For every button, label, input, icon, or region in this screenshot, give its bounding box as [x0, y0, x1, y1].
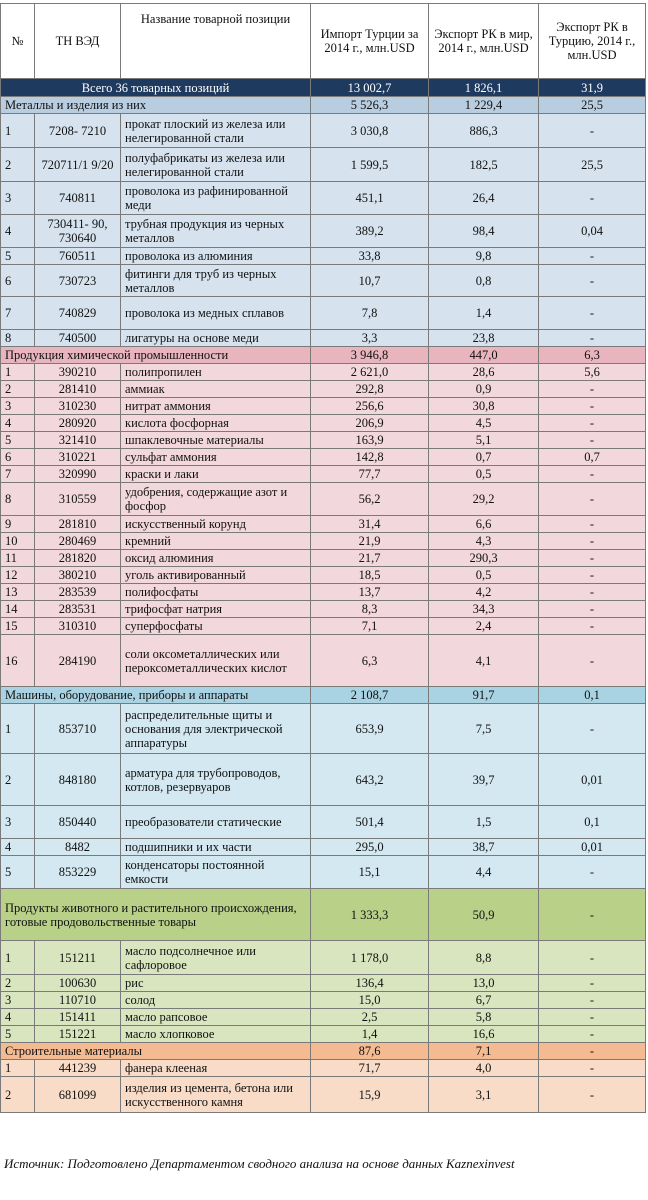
row-number: 5 [1, 432, 35, 449]
row-name: проволока из медных сплавов [121, 297, 311, 330]
row-export-world: 1,5 [429, 806, 539, 839]
table-row [1, 182, 646, 215]
row-import: 451,1 [311, 182, 429, 215]
row-import: 15,9 [311, 1077, 429, 1113]
row-code: 281810 [35, 516, 121, 533]
table-row [1, 1077, 646, 1113]
row-export-turkey: 0,1 [539, 806, 646, 839]
row-name: искусственный корунд [121, 516, 311, 533]
header-name: Название товарной позиции [121, 4, 311, 79]
row-code: 720711/1 9/20 [35, 148, 121, 182]
row-name: рис [121, 975, 311, 992]
row-number: 6 [1, 265, 35, 297]
table-row [1, 516, 646, 533]
row-import: 501,4 [311, 806, 429, 839]
row-export-turkey: - [539, 975, 646, 992]
row-code: 310310 [35, 618, 121, 635]
row-export-turkey: - [539, 550, 646, 567]
row-name: нитрат аммония [121, 398, 311, 415]
row-import: 56,2 [311, 483, 429, 516]
row-import: 2 621,0 [311, 364, 429, 381]
total-row [1, 79, 646, 97]
row-number: 2 [1, 148, 35, 182]
row-import: 13,7 [311, 584, 429, 601]
row-export-world: 4,2 [429, 584, 539, 601]
total-label: Всего 36 товарных позиций [1, 79, 311, 97]
section-title: Продукция химической промышленности [1, 347, 311, 364]
row-code: 681099 [35, 1077, 121, 1113]
row-export-turkey: 0,7 [539, 449, 646, 466]
row-export-world: 38,7 [429, 839, 539, 856]
table-row [1, 449, 646, 466]
table-row [1, 618, 646, 635]
row-name: полипропилен [121, 364, 311, 381]
row-export-turkey: - [539, 516, 646, 533]
row-import: 15,0 [311, 992, 429, 1009]
row-export-world: 23,8 [429, 330, 539, 347]
row-export-world: 1,4 [429, 297, 539, 330]
table-row [1, 704, 646, 754]
section-row-mach [1, 687, 646, 704]
row-export-world: 4,4 [429, 856, 539, 889]
table-row [1, 839, 646, 856]
row-import: 142,8 [311, 449, 429, 466]
row-name: распределительные щиты и основания для электрической аппаратуры [121, 704, 311, 754]
section-export-turkey: - [539, 889, 646, 941]
table-row [1, 584, 646, 601]
row-name: шпаклевочные материалы [121, 432, 311, 449]
row-code: 441239 [35, 1060, 121, 1077]
row-export-world: 6,7 [429, 992, 539, 1009]
row-export-world: 34,3 [429, 601, 539, 618]
section-export-world: 91,7 [429, 687, 539, 704]
row-code: 281410 [35, 381, 121, 398]
row-export-turkey: - [539, 533, 646, 550]
row-export-turkey: - [539, 381, 646, 398]
table-row [1, 415, 646, 432]
table-row [1, 483, 646, 516]
table-row [1, 992, 646, 1009]
row-name: уголь активированный [121, 567, 311, 584]
row-number: 7 [1, 466, 35, 483]
row-export-world: 0,9 [429, 381, 539, 398]
section-import: 2 108,7 [311, 687, 429, 704]
table-row [1, 975, 646, 992]
row-number: 15 [1, 618, 35, 635]
row-code: 390210 [35, 364, 121, 381]
row-export-world: 16,6 [429, 1026, 539, 1043]
total-export-turkey: 31,9 [539, 79, 646, 97]
table-row [1, 567, 646, 584]
row-number: 11 [1, 550, 35, 567]
section-export-world: 7,1 [429, 1043, 539, 1060]
row-name: сульфат аммония [121, 449, 311, 466]
row-code: 730411- 90, 730640 [35, 215, 121, 248]
table-row [1, 550, 646, 567]
header-export-world: Экспорт РК в мир, 2014 г., млн.USD [429, 4, 539, 79]
row-name: оксид алюминия [121, 550, 311, 567]
row-export-world: 5,1 [429, 432, 539, 449]
row-export-world: 3,1 [429, 1077, 539, 1113]
row-export-world: 5,8 [429, 1009, 539, 1026]
row-number: 13 [1, 584, 35, 601]
row-name: удобрения, содержащие азот и фосфор [121, 483, 311, 516]
row-number: 8 [1, 330, 35, 347]
section-export-world: 1 229,4 [429, 97, 539, 114]
section-import: 1 333,3 [311, 889, 429, 941]
row-number: 3 [1, 398, 35, 415]
row-name: преобразователи статические [121, 806, 311, 839]
row-export-turkey: - [539, 1060, 646, 1077]
row-import: 1 178,0 [311, 941, 429, 975]
row-code: 280920 [35, 415, 121, 432]
row-code: 740811 [35, 182, 121, 215]
row-name: конденсаторы постоянной емкости [121, 856, 311, 889]
row-code: 151211 [35, 941, 121, 975]
row-code: 320990 [35, 466, 121, 483]
row-number: 1 [1, 941, 35, 975]
row-export-world: 886,3 [429, 114, 539, 148]
row-export-turkey: - [539, 584, 646, 601]
row-number: 4 [1, 839, 35, 856]
table-row [1, 330, 646, 347]
row-export-world: 0,7 [429, 449, 539, 466]
header-code: ТН ВЭД [35, 4, 121, 79]
header-export-turkey: Экспорт РК в Турцию, 2014 г., млн.USD [539, 4, 646, 79]
section-title: Строительные материалы [1, 1043, 311, 1060]
row-export-turkey: 0,01 [539, 754, 646, 806]
total-export-world: 1 826,1 [429, 79, 539, 97]
row-code: 280469 [35, 533, 121, 550]
row-export-world: 4,3 [429, 533, 539, 550]
row-code: 850440 [35, 806, 121, 839]
row-number: 2 [1, 381, 35, 398]
row-code: 151411 [35, 1009, 121, 1026]
table-row [1, 856, 646, 889]
section-row-metals [1, 97, 646, 114]
row-export-turkey: - [539, 856, 646, 889]
row-number: 10 [1, 533, 35, 550]
row-export-world: 9,8 [429, 248, 539, 265]
row-name: прокат плоский из железа или нелегированной стали [121, 114, 311, 148]
row-import: 15,1 [311, 856, 429, 889]
row-import: 643,2 [311, 754, 429, 806]
row-name: подшипники и их части [121, 839, 311, 856]
row-code: 321410 [35, 432, 121, 449]
row-code: 853229 [35, 856, 121, 889]
table-row [1, 941, 646, 975]
row-import: 2,5 [311, 1009, 429, 1026]
row-number: 1 [1, 704, 35, 754]
row-name: фанера клееная [121, 1060, 311, 1077]
row-export-turkey: - [539, 415, 646, 432]
row-import: 7,8 [311, 297, 429, 330]
row-export-turkey: 0,01 [539, 839, 646, 856]
section-export-turkey: 25,5 [539, 97, 646, 114]
row-export-world: 4,0 [429, 1060, 539, 1077]
header-no: № [1, 4, 35, 79]
row-name: суперфосфаты [121, 618, 311, 635]
row-export-world: 0,5 [429, 567, 539, 584]
table-row [1, 601, 646, 618]
row-code: 853710 [35, 704, 121, 754]
section-title: Машины, оборудование, приборы и аппараты [1, 687, 311, 704]
row-name: лигатуры на основе меди [121, 330, 311, 347]
row-export-world: 26,4 [429, 182, 539, 215]
row-export-turkey: - [539, 618, 646, 635]
table-row [1, 635, 646, 687]
row-import: 389,2 [311, 215, 429, 248]
table-row [1, 364, 646, 381]
row-number: 5 [1, 1026, 35, 1043]
row-number: 3 [1, 806, 35, 839]
row-export-world: 4,1 [429, 635, 539, 687]
table-row [1, 754, 646, 806]
row-name: арматура для трубопроводов, котлов, резервуаров [121, 754, 311, 806]
row-number: 16 [1, 635, 35, 687]
row-export-world: 98,4 [429, 215, 539, 248]
row-name: масло хлопковое [121, 1026, 311, 1043]
section-import: 5 526,3 [311, 97, 429, 114]
row-number: 8 [1, 483, 35, 516]
section-export-turkey: - [539, 1043, 646, 1060]
row-export-turkey: 25,5 [539, 148, 646, 182]
row-code: 283531 [35, 601, 121, 618]
row-import: 77,7 [311, 466, 429, 483]
row-export-turkey: - [539, 601, 646, 618]
row-export-world: 13,0 [429, 975, 539, 992]
row-import: 163,9 [311, 432, 429, 449]
section-export-world: 447,0 [429, 347, 539, 364]
row-import: 1,4 [311, 1026, 429, 1043]
section-export-turkey: 6,3 [539, 347, 646, 364]
row-code: 284190 [35, 635, 121, 687]
row-number: 2 [1, 754, 35, 806]
row-export-world: 6,6 [429, 516, 539, 533]
row-export-turkey: - [539, 114, 646, 148]
row-export-turkey: - [539, 248, 646, 265]
row-number: 6 [1, 449, 35, 466]
row-import: 295,0 [311, 839, 429, 856]
row-export-turkey: - [539, 466, 646, 483]
row-number: 5 [1, 248, 35, 265]
table-row [1, 381, 646, 398]
section-export-world: 50,9 [429, 889, 539, 941]
table-row [1, 114, 646, 148]
row-import: 6,3 [311, 635, 429, 687]
row-export-turkey: - [539, 704, 646, 754]
row-code: 151221 [35, 1026, 121, 1043]
row-export-turkey: - [539, 182, 646, 215]
row-export-turkey: - [539, 635, 646, 687]
row-number: 4 [1, 1009, 35, 1026]
row-export-world: 290,3 [429, 550, 539, 567]
row-code: 100630 [35, 975, 121, 992]
table-row [1, 466, 646, 483]
row-number: 4 [1, 215, 35, 248]
row-number: 9 [1, 516, 35, 533]
row-name: масло подсолнечное или сафлоровое [121, 941, 311, 975]
row-import: 3 030,8 [311, 114, 429, 148]
row-name: соли оксометаллических или пероксометаллических кислот [121, 635, 311, 687]
row-name: полифосфаты [121, 584, 311, 601]
row-name: изделия из цемента, бетона или искусственного камня [121, 1077, 311, 1113]
row-export-turkey: 5,6 [539, 364, 646, 381]
row-number: 2 [1, 975, 35, 992]
table-row [1, 248, 646, 265]
row-import: 3,3 [311, 330, 429, 347]
table-row [1, 1060, 646, 1077]
row-code: 110710 [35, 992, 121, 1009]
section-row-food [1, 889, 646, 941]
row-name: кислота фосфорная [121, 415, 311, 432]
table-row [1, 806, 646, 839]
row-import: 21,9 [311, 533, 429, 550]
table-row [1, 398, 646, 415]
row-number: 1 [1, 364, 35, 381]
section-export-turkey: 0,1 [539, 687, 646, 704]
row-number: 12 [1, 567, 35, 584]
section-row-chem [1, 347, 646, 364]
table-row [1, 533, 646, 550]
row-export-turkey: - [539, 941, 646, 975]
row-export-turkey: - [539, 330, 646, 347]
row-name: кремний [121, 533, 311, 550]
row-export-world: 4,5 [429, 415, 539, 432]
row-export-turkey: - [539, 265, 646, 297]
row-import: 653,9 [311, 704, 429, 754]
row-import: 292,8 [311, 381, 429, 398]
row-export-turkey: - [539, 297, 646, 330]
row-code: 740500 [35, 330, 121, 347]
row-export-turkey: - [539, 1077, 646, 1113]
row-export-world: 182,5 [429, 148, 539, 182]
row-export-turkey: - [539, 1026, 646, 1043]
header-import: Импорт Турции за 2014 г., млн.USD [311, 4, 429, 79]
row-name: солод [121, 992, 311, 1009]
row-code: 310230 [35, 398, 121, 415]
row-number: 3 [1, 992, 35, 1009]
source-note: Источник: Подготовлено Департаментом сводного анализа на основе данных Kaznexinvest [4, 1156, 515, 1171]
row-import: 8,3 [311, 601, 429, 618]
row-export-turkey: - [539, 432, 646, 449]
row-number: 14 [1, 601, 35, 618]
row-export-turkey: - [539, 567, 646, 584]
row-code: 281820 [35, 550, 121, 567]
section-title: Продукты животного и растительного происхождения, готовые продовольственные товары [1, 889, 311, 941]
row-number: 1 [1, 114, 35, 148]
row-number: 1 [1, 1060, 35, 1077]
row-number: 3 [1, 182, 35, 215]
row-code: 7208- 7210 [35, 114, 121, 148]
row-export-world: 39,7 [429, 754, 539, 806]
total-import: 13 002,7 [311, 79, 429, 97]
row-code: 8482 [35, 839, 121, 856]
row-number: 2 [1, 1077, 35, 1113]
trade-table [0, 3, 646, 1113]
row-name: масло рапсовое [121, 1009, 311, 1026]
row-export-world: 8,8 [429, 941, 539, 975]
table-row [1, 297, 646, 330]
row-code: 740829 [35, 297, 121, 330]
table-row [1, 1026, 646, 1043]
row-code: 730723 [35, 265, 121, 297]
row-name: трифосфат натрия [121, 601, 311, 618]
table-header [1, 4, 646, 79]
row-code: 310559 [35, 483, 121, 516]
row-name: краски и лаки [121, 466, 311, 483]
row-export-world: 0,5 [429, 466, 539, 483]
row-name: фитинги для труб из черных металлов [121, 265, 311, 297]
row-code: 310221 [35, 449, 121, 466]
row-export-world: 28,6 [429, 364, 539, 381]
row-import: 7,1 [311, 618, 429, 635]
row-export-world: 29,2 [429, 483, 539, 516]
section-row-build [1, 1043, 646, 1060]
row-import: 71,7 [311, 1060, 429, 1077]
row-name: проволока из рафинированной меди [121, 182, 311, 215]
row-import: 1 599,5 [311, 148, 429, 182]
table-row [1, 1009, 646, 1026]
row-import: 136,4 [311, 975, 429, 992]
row-export-turkey: - [539, 483, 646, 516]
row-code: 283539 [35, 584, 121, 601]
row-name: аммиак [121, 381, 311, 398]
row-import: 10,7 [311, 265, 429, 297]
row-name: проволока из алюминия [121, 248, 311, 265]
row-number: 4 [1, 415, 35, 432]
row-number: 7 [1, 297, 35, 330]
table-row [1, 432, 646, 449]
row-export-turkey: - [539, 398, 646, 415]
row-export-world: 0,8 [429, 265, 539, 297]
row-export-world: 2,4 [429, 618, 539, 635]
section-import: 3 946,8 [311, 347, 429, 364]
row-export-world: 30,8 [429, 398, 539, 415]
row-code: 848180 [35, 754, 121, 806]
row-import: 31,4 [311, 516, 429, 533]
row-export-turkey: - [539, 992, 646, 1009]
row-import: 256,6 [311, 398, 429, 415]
table-row [1, 215, 646, 248]
row-export-turkey: 0,04 [539, 215, 646, 248]
row-import: 33,8 [311, 248, 429, 265]
row-code: 380210 [35, 567, 121, 584]
row-export-turkey: - [539, 1009, 646, 1026]
row-export-world: 7,5 [429, 704, 539, 754]
row-code: 760511 [35, 248, 121, 265]
section-import: 87,6 [311, 1043, 429, 1060]
table-row [1, 265, 646, 297]
section-title: Металлы и изделия из них [1, 97, 311, 114]
table-row [1, 148, 646, 182]
row-name: трубная продукция из черных металлов [121, 215, 311, 248]
row-name: полуфабрикаты из железа или нелегированной стали [121, 148, 311, 182]
row-number: 5 [1, 856, 35, 889]
row-import: 206,9 [311, 415, 429, 432]
row-import: 21,7 [311, 550, 429, 567]
row-import: 18,5 [311, 567, 429, 584]
